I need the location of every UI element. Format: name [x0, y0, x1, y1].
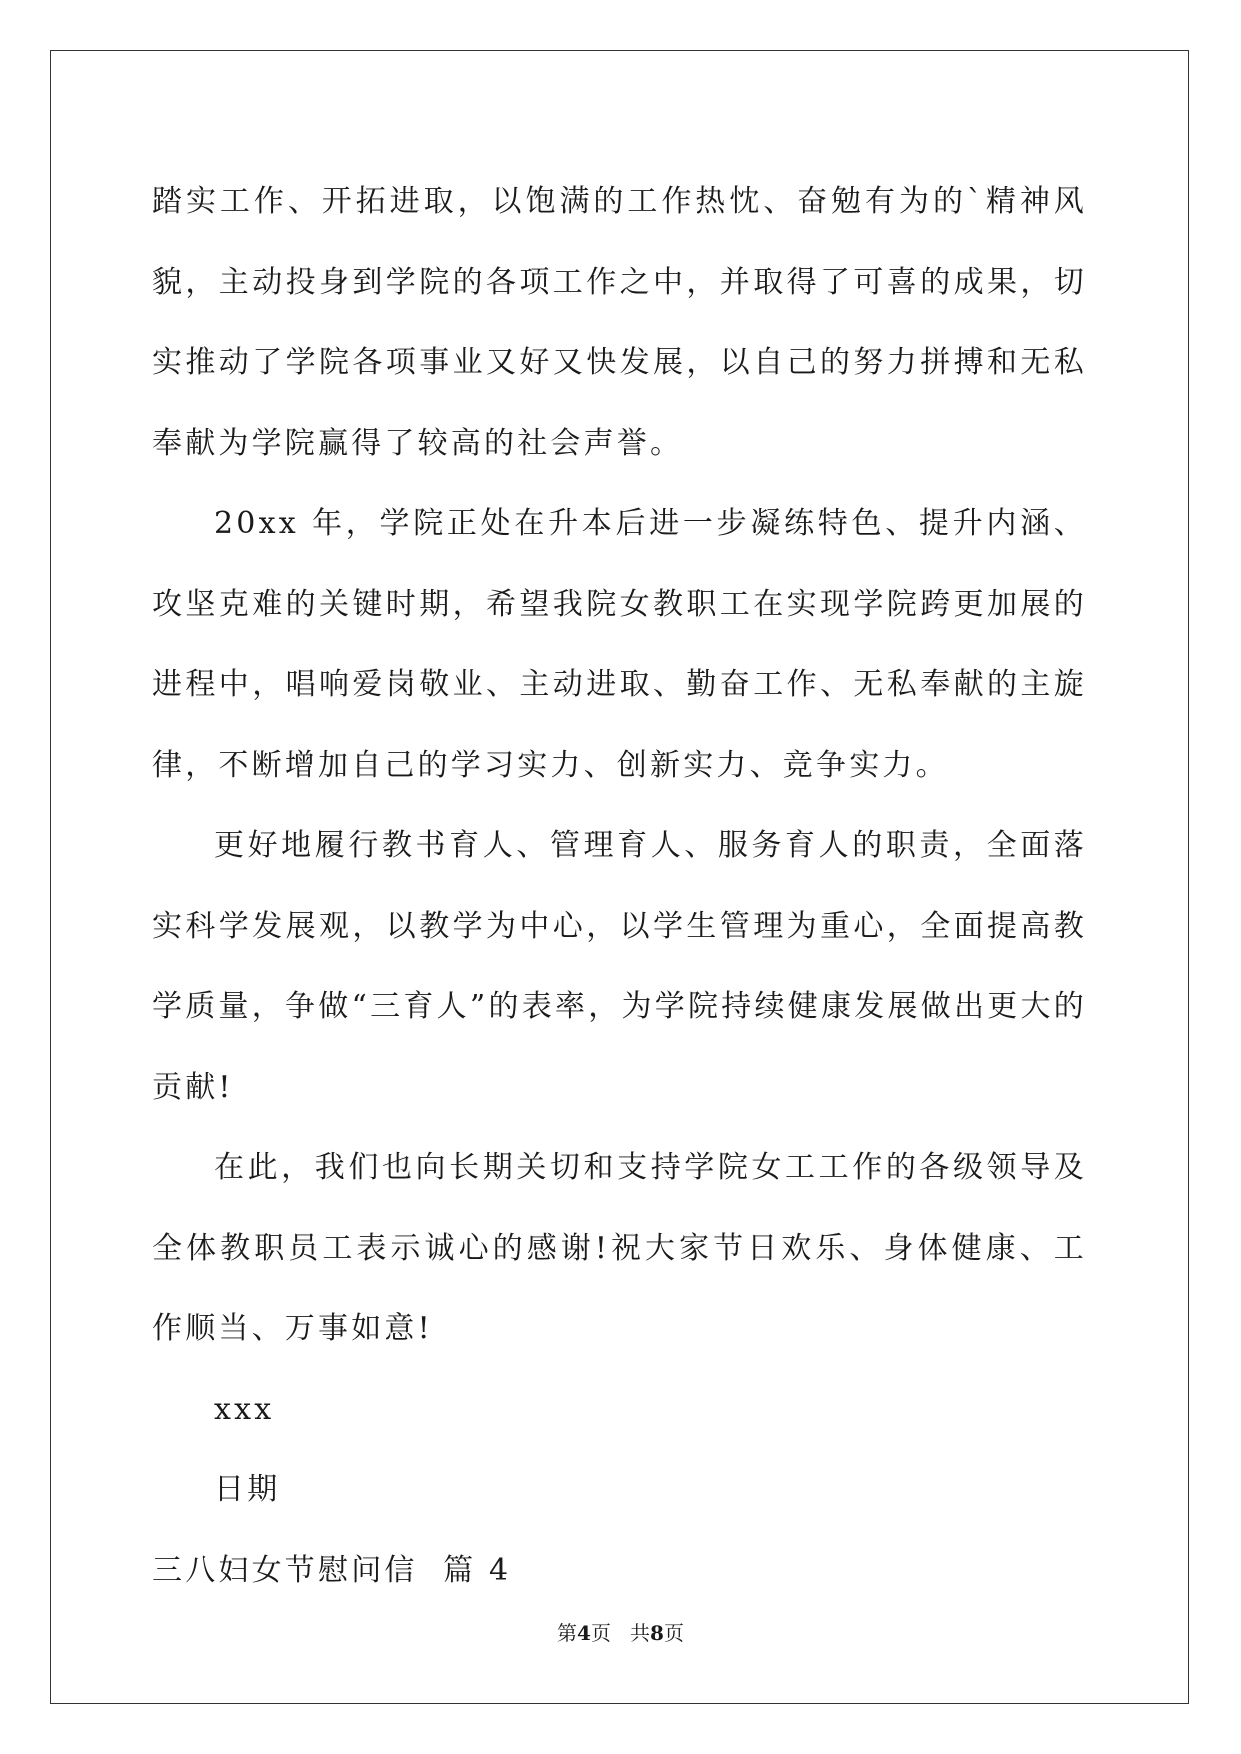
paragraph-4: 在此，我们也向长期关切和支持学院女工工作的各级领导及全体教职员工表示诚心的感谢!祝大家节日欢乐、身体健康、工作顺当、万事如意!	[152, 1150, 1087, 1346]
paragraph-3: 更好地履行教书育人、管理育人、服务育人的职责，全面落实科学发展观，以教学为中心，以学生管理为重心，全面提高教学质量，争做“三育人”的表率，为学院持续健康发展做出更大的贡献!	[152, 828, 1087, 1105]
footer-page-suffix: 页	[590, 1621, 611, 1645]
signature: xxx	[214, 1391, 275, 1427]
footer-page-number: 4	[577, 1621, 591, 1645]
paragraph-2: 20xx 年，学院正处在升本后进一步凝练特色、提升内涵、攻坚克难的关键时期，希望我院女教职工在实现学院跨更加展的进程中，唱响爱岗敬业、主动进取、勤奋工作、无私奉献的主旋律，不断增加自己的学习实力、创新实力、竞争实力。	[152, 506, 1087, 783]
date-label: 日期	[214, 1472, 281, 1507]
page-footer	[0, 1620, 1241, 1646]
footer-total-suffix: 页	[663, 1621, 684, 1645]
document-body	[152, 162, 1087, 1611]
paragraph-1: 踏实工作、开拓进取，以饱满的工作热忱、奋勉有为的`精神风貌，主动投身到学院的各项工作之中，并取得了可喜的成果，切实推动了学院各项事业又好又快发展，以自己的努力拼搏和无私奉献为学院赢得了较高的社会声誉。	[152, 184, 1087, 461]
footer-total-pages: 8	[650, 1621, 664, 1645]
footer-page-prefix: 第	[557, 1621, 578, 1645]
section-heading: 三八妇女节慰问信 篇 4	[152, 1552, 512, 1588]
footer-total-prefix: 共	[630, 1621, 651, 1645]
